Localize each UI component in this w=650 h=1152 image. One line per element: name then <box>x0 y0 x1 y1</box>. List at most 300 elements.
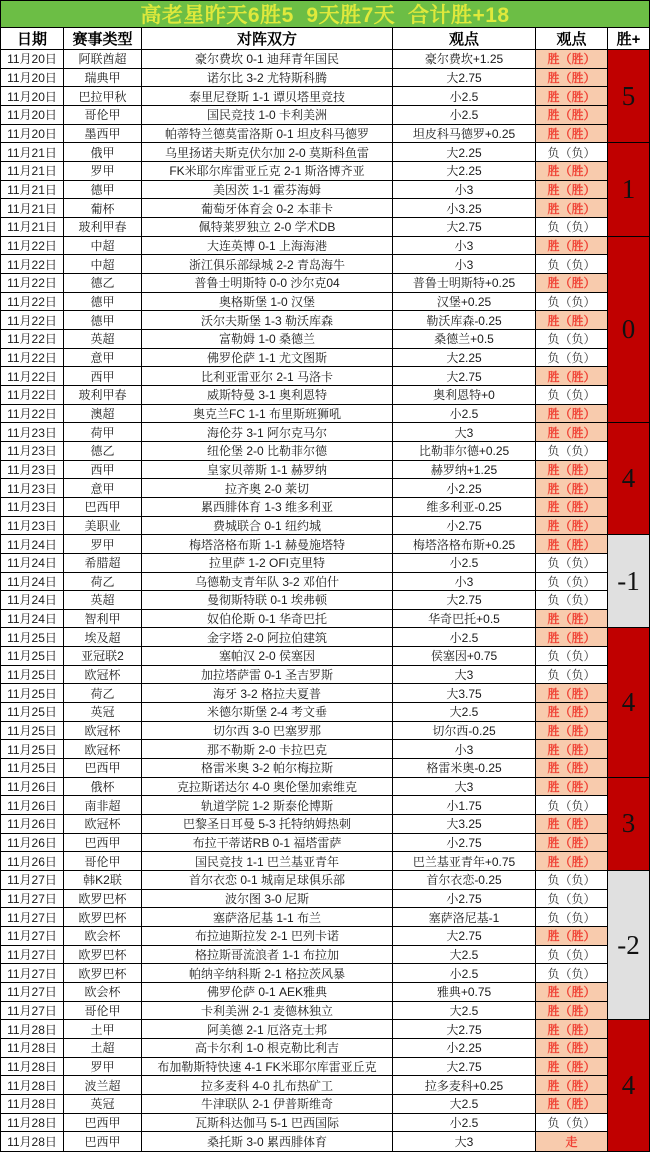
table-row <box>1 964 649 983</box>
league-cell: 德甲 <box>64 181 142 199</box>
result-cell: 负（负） <box>536 573 607 591</box>
date-cell: 11月23日 <box>1 461 64 479</box>
match-cell: 卡利美洲 2-1 麦德林独立 <box>142 1002 393 1020</box>
table-row <box>1 796 649 815</box>
league-cell: 阿联酋超 <box>64 50 142 68</box>
league-cell: 俄甲 <box>64 143 142 161</box>
table-row <box>1 610 649 629</box>
win-plus-value: 4 <box>608 423 649 535</box>
date-cell: 11月23日 <box>1 442 64 460</box>
result-cell: 负（负） <box>536 143 607 161</box>
date-cell: 11月28日 <box>1 1095 64 1113</box>
view-cell: 勒沃库森-0.25 <box>393 311 536 329</box>
result-cell: 胜（胜） <box>536 815 607 833</box>
table-row <box>1 1020 649 1039</box>
league-cell: 德乙 <box>64 274 142 292</box>
date-cell: 11月20日 <box>1 125 64 143</box>
view-cell: 小3.25 <box>393 199 536 217</box>
match-cell: 巴黎圣日耳曼 5-3 托特纳姆热刺 <box>142 815 393 833</box>
match-cell: 威斯特曼 3-1 奥利恩特 <box>142 386 393 404</box>
date-cell: 11月23日 <box>1 517 64 535</box>
view-cell: 侯塞因+0.75 <box>393 647 536 665</box>
date-cell: 11月25日 <box>1 628 64 646</box>
result-cell: 胜（胜） <box>536 1058 607 1076</box>
date-cell: 11月24日 <box>1 573 64 591</box>
table-row <box>1 890 649 909</box>
header-outcome: 观点 <box>556 31 587 48</box>
table-row <box>1 759 649 778</box>
date-cell: 11月24日 <box>1 554 64 572</box>
view-cell: 小1.75 <box>393 796 536 814</box>
result-cell: 胜（胜） <box>536 181 607 199</box>
win-plus-groups <box>608 50 649 1151</box>
date-cell: 11月25日 <box>1 647 64 665</box>
table-row <box>1 927 649 946</box>
date-cell: 11月25日 <box>1 666 64 684</box>
result-cell: 胜（胜） <box>536 69 607 87</box>
league-cell: 巴西甲 <box>64 834 142 852</box>
match-cell: 国民竞技 1-0 卡利美洲 <box>142 106 393 124</box>
result-cell: 胜（胜） <box>536 517 607 535</box>
view-cell: 巴兰基亚青年+0.75 <box>393 852 536 870</box>
result-cell: 胜（胜） <box>536 498 607 516</box>
result-cell: 负（负） <box>536 442 607 460</box>
result-cell: 胜（胜） <box>536 274 607 292</box>
table-row <box>1 181 649 200</box>
date-cell: 11月27日 <box>1 890 64 908</box>
table-row <box>1 461 649 480</box>
date-cell: 11月22日 <box>1 255 64 273</box>
win-plus-value: -1 <box>608 535 649 628</box>
league-cell: 欧冠杯 <box>64 815 142 833</box>
league-cell: 南非超 <box>64 796 142 814</box>
table-row <box>1 908 649 927</box>
view-cell: 大3.75 <box>393 684 536 702</box>
view-cell: 塞萨洛尼基-1 <box>393 908 536 926</box>
date-cell: 11月22日 <box>1 311 64 329</box>
result-cell: 胜（胜） <box>536 199 607 217</box>
date-cell: 11月27日 <box>1 927 64 945</box>
date-cell: 11月20日 <box>1 50 64 68</box>
match-cell: 大连英博 0-1 上海海港 <box>142 237 393 255</box>
date-cell: 11月21日 <box>1 218 64 236</box>
league-cell: 哥伦甲 <box>64 106 142 124</box>
view-cell: 大3.25 <box>393 815 536 833</box>
table-row <box>1 1114 649 1133</box>
table-row <box>1 1058 649 1077</box>
league-cell: 俄杯 <box>64 778 142 796</box>
view-cell: 小2.25 <box>393 1039 536 1057</box>
match-cell: 豪尔费坎 0-1 迪拜青年国民 <box>142 50 393 68</box>
view-cell: 华奇巴托+0.5 <box>393 610 536 628</box>
view-cell: 豪尔费坎+1.25 <box>393 50 536 68</box>
table-row <box>1 274 649 293</box>
date-cell: 11月20日 <box>1 87 64 105</box>
match-cell: 拉齐奥 2-0 莱切 <box>142 479 393 497</box>
view-cell: 坦皮科马德罗+0.25 <box>393 125 536 143</box>
view-cell: 桑德兰+0.5 <box>393 330 536 348</box>
match-cell: 拉多麦科 4-0 扎布热矿工 <box>142 1076 393 1094</box>
table-row <box>1 405 649 424</box>
result-cell: 胜（胜） <box>536 87 607 105</box>
table-row <box>1 647 649 666</box>
view-cell: 小3 <box>393 740 536 758</box>
table-row <box>1 517 649 536</box>
result-cell: 负（负） <box>536 796 607 814</box>
match-cell: 桑托斯 3-0 累西腓体育 <box>142 1132 393 1151</box>
view-cell: 大2.25 <box>393 349 536 367</box>
match-cell: 波尔图 3-0 尼斯 <box>142 890 393 908</box>
league-cell: 欧罗巴杯 <box>64 946 142 964</box>
result-cell: 负（负） <box>536 946 607 964</box>
result-cell: 胜（胜） <box>536 684 607 702</box>
view-cell: 小3 <box>393 573 536 591</box>
league-cell: 美职业 <box>64 517 142 535</box>
view-cell: 雅典+0.75 <box>393 983 536 1001</box>
result-cell: 负（负） <box>536 591 607 609</box>
match-cell: 奴伯伦斯 0-1 华奇巴托 <box>142 610 393 628</box>
view-cell: 大2.75 <box>393 69 536 87</box>
result-cell: 胜（胜） <box>536 1020 607 1038</box>
match-cell: 塞萨洛尼基 1-1 布兰 <box>142 908 393 926</box>
table-row <box>1 143 649 162</box>
match-cell: 沃尔夫斯堡 1-3 勒沃库森 <box>142 311 393 329</box>
view-cell: 格雷米奥-0.25 <box>393 759 536 777</box>
result-cell: 负（负） <box>536 890 607 908</box>
header-league: 赛事类型 <box>64 28 142 49</box>
date-cell: 11月28日 <box>1 1058 64 1076</box>
date-cell: 11月23日 <box>1 423 64 441</box>
view-cell: 梅塔洛格布斯+0.25 <box>393 535 536 553</box>
view-cell: 赫罗纳+1.25 <box>393 461 536 479</box>
table-row <box>1 852 649 871</box>
result-cell: 胜（胜） <box>536 106 607 124</box>
result-cell: 胜（胜） <box>536 1095 607 1113</box>
date-cell: 11月27日 <box>1 983 64 1001</box>
date-cell: 11月26日 <box>1 815 64 833</box>
result-cell: 胜（胜） <box>536 237 607 255</box>
match-cell: 纽伦堡 2-0 比勒菲尔德 <box>142 442 393 460</box>
date-cell: 11月22日 <box>1 330 64 348</box>
match-cell: 帕纳辛纳科斯 2-1 格拉茨风暴 <box>142 964 393 982</box>
view-cell: 小2.75 <box>393 517 536 535</box>
view-cell: 大2.75 <box>393 218 536 236</box>
date-cell: 11月26日 <box>1 834 64 852</box>
table-row <box>1 255 649 274</box>
date-cell: 11月25日 <box>1 684 64 702</box>
match-cell: 克拉斯诺达尔 4-0 奥伦堡加索维克 <box>142 778 393 796</box>
match-cell: 加拉塔萨雷 0-1 圣吉罗斯 <box>142 666 393 684</box>
view-cell: 大3 <box>393 423 536 441</box>
win-plus-value: 0 <box>608 237 649 424</box>
match-cell: 梅塔洛格布斯 1-1 赫曼施塔特 <box>142 535 393 553</box>
league-cell: 亚冠联2 <box>64 647 142 665</box>
match-cell: 牛津联队 2-1 伊普斯维奇 <box>142 1095 393 1113</box>
view-cell: 小2.5 <box>393 106 536 124</box>
league-cell: 欧罗巴杯 <box>64 890 142 908</box>
result-cell: 负（负） <box>536 218 607 236</box>
view-cell: 大2.75 <box>393 1020 536 1038</box>
table-row <box>1 703 649 722</box>
match-cell: 国民竞技 1-1 巴兰基亚青年 <box>142 852 393 870</box>
header-win-plus: 胜+ <box>608 28 649 50</box>
date-cell: 11月27日 <box>1 946 64 964</box>
result-cell: 负（负） <box>536 386 607 404</box>
summary-banner: 高老星昨天6胜5 9天胜7天 合计胜+18 <box>1 1 649 28</box>
match-cell: 乌里扬诺夫斯克伏尔加 2-0 莫斯科鱼雷 <box>142 143 393 161</box>
table-row <box>1 349 649 368</box>
league-cell: 巴西甲 <box>64 1132 142 1151</box>
date-cell: 11月22日 <box>1 237 64 255</box>
date-cell: 11月23日 <box>1 498 64 516</box>
date-cell: 11月22日 <box>1 274 64 292</box>
view-cell: 大2.5 <box>393 1002 536 1020</box>
win-plus-value: 4 <box>608 1020 649 1151</box>
table-row <box>1 946 649 965</box>
date-cell: 11月20日 <box>1 106 64 124</box>
view-cell: 切尔西-0.25 <box>393 722 536 740</box>
date-cell: 11月26日 <box>1 796 64 814</box>
result-cell: 胜（胜） <box>536 367 607 385</box>
table-row <box>1 684 649 703</box>
league-cell: 智利甲 <box>64 610 142 628</box>
league-cell: 罗甲 <box>64 1058 142 1076</box>
result-cell: 胜（胜） <box>536 927 607 945</box>
date-cell: 11月28日 <box>1 1132 64 1151</box>
date-cell: 11月27日 <box>1 1002 64 1020</box>
table-row <box>1 1132 649 1151</box>
table-row <box>1 162 649 181</box>
date-cell: 11月22日 <box>1 405 64 423</box>
win-plus-value: 3 <box>608 778 649 871</box>
match-cell: 皇家贝蒂斯 1-1 赫罗纳 <box>142 461 393 479</box>
match-cell: 阿美德 2-1 厄洛克士邦 <box>142 1020 393 1038</box>
date-cell: 11月23日 <box>1 479 64 497</box>
table-row <box>1 386 649 405</box>
date-cell: 11月25日 <box>1 722 64 740</box>
result-cell: 胜（胜） <box>536 834 607 852</box>
result-cell: 负（负） <box>536 330 607 348</box>
view-cell: 维多利亚-0.25 <box>393 498 536 516</box>
table-row <box>1 106 649 125</box>
view-cell: 大2.75 <box>393 367 536 385</box>
result-cell: 负（负） <box>536 349 607 367</box>
date-cell: 11月21日 <box>1 199 64 217</box>
table-row <box>1 535 649 554</box>
result-cell: 胜（胜） <box>536 1039 607 1057</box>
table-row <box>1 423 649 442</box>
view-cell: 大2.5 <box>393 1095 536 1113</box>
league-cell: 荷乙 <box>64 684 142 702</box>
league-cell: 西甲 <box>64 461 142 479</box>
date-cell: 11月21日 <box>1 162 64 180</box>
date-cell: 11月24日 <box>1 591 64 609</box>
league-cell: 欧会杯 <box>64 983 142 1001</box>
result-cell: 胜（胜） <box>536 628 607 646</box>
match-cell: 普鲁士明斯特 0-0 沙尔克04 <box>142 274 393 292</box>
table-row <box>1 722 649 741</box>
view-cell: 大2.75 <box>393 591 536 609</box>
league-cell: 西甲 <box>64 367 142 385</box>
league-cell: 欧冠杯 <box>64 666 142 684</box>
view-cell: 小3 <box>393 181 536 199</box>
league-cell: 意甲 <box>64 479 142 497</box>
match-cell: 高卡尔利 1-0 根克勒比利吉 <box>142 1039 393 1057</box>
table-row <box>1 573 649 592</box>
match-cell: 费城联合 0-1 纽约城 <box>142 517 393 535</box>
header-matchup: 对阵双方 <box>142 28 393 49</box>
result-cell: 胜（胜） <box>536 311 607 329</box>
view-cell: 奥利恩特+0 <box>393 386 536 404</box>
date-cell: 11月21日 <box>1 181 64 199</box>
table-row <box>1 666 649 685</box>
view-cell: 汉堡+0.25 <box>393 293 536 311</box>
header-view: 观点 <box>393 28 536 49</box>
view-cell: 小2.5 <box>393 405 536 423</box>
view-cell: 大3 <box>393 666 536 684</box>
table-row <box>1 834 649 853</box>
league-cell: 英超 <box>64 591 142 609</box>
match-cell: 佛罗伦萨 0-1 AEK雅典 <box>142 983 393 1001</box>
result-cell: 胜（胜） <box>536 759 607 777</box>
league-cell: 韩K2联 <box>64 871 142 889</box>
league-cell: 荷甲 <box>64 423 142 441</box>
date-cell: 11月24日 <box>1 535 64 553</box>
match-cell: 泰里尼登斯 1-1 谭贝塔里竞技 <box>142 87 393 105</box>
table-header-row <box>1 28 649 50</box>
result-cell: 负（负） <box>536 1114 607 1132</box>
league-cell: 土甲 <box>64 1020 142 1038</box>
league-cell: 巴西甲 <box>64 759 142 777</box>
table-row <box>1 125 649 144</box>
date-cell: 11月24日 <box>1 610 64 628</box>
match-cell: 拉里萨 1-2 OFI克里特 <box>142 554 393 572</box>
result-cell: 胜（胜） <box>536 610 607 628</box>
match-cell: 奥克兰FC 1-1 布里斯班狮吼 <box>142 405 393 423</box>
league-cell: 英冠 <box>64 1095 142 1113</box>
league-cell: 土超 <box>64 1039 142 1057</box>
match-cell: 葡萄牙体育会 0-2 本菲卡 <box>142 199 393 217</box>
result-cell: 胜（胜） <box>536 722 607 740</box>
match-cell: 富勒姆 1-0 桑德兰 <box>142 330 393 348</box>
view-cell: 小3 <box>393 255 536 273</box>
table-row <box>1 50 649 69</box>
view-cell: 大2.75 <box>393 1058 536 1076</box>
date-cell: 11月28日 <box>1 1076 64 1094</box>
table-row <box>1 871 649 890</box>
match-cell: 乌德勒支青年队 3-2 邓伯什 <box>142 573 393 591</box>
result-cell: 胜（胜） <box>536 852 607 870</box>
league-cell: 罗甲 <box>64 162 142 180</box>
win-plus-value: 1 <box>608 143 649 236</box>
date-cell: 11月21日 <box>1 143 64 161</box>
view-cell: 拉多麦科+0.25 <box>393 1076 536 1094</box>
match-cell: 布拉干蒂诺RB 0-1 福塔雷萨 <box>142 834 393 852</box>
table-body <box>1 50 649 1151</box>
date-cell: 11月27日 <box>1 871 64 889</box>
date-cell: 11月22日 <box>1 367 64 385</box>
match-cell: 米德尔斯堡 2-4 考文垂 <box>142 703 393 721</box>
header-date: 日期 <box>1 28 64 49</box>
table-row <box>1 442 649 461</box>
match-cell: 塞帕汉 2-0 侯塞因 <box>142 647 393 665</box>
view-cell: 大2.25 <box>393 143 536 161</box>
table-row <box>1 554 649 573</box>
league-cell: 欧罗巴杯 <box>64 964 142 982</box>
table-row <box>1 293 649 312</box>
league-cell: 巴拉甲秋 <box>64 87 142 105</box>
view-cell: 小2.75 <box>393 834 536 852</box>
table-row <box>1 367 649 386</box>
date-cell: 11月28日 <box>1 1114 64 1132</box>
win-plus-column <box>607 28 649 1151</box>
view-cell: 小2.5 <box>393 87 536 105</box>
league-cell: 波兰超 <box>64 1076 142 1094</box>
result-cell: 胜（胜） <box>536 1076 607 1094</box>
match-cell: 轨道学院 1-2 斯泰伦博斯 <box>142 796 393 814</box>
table-row <box>1 628 649 647</box>
table-row <box>1 87 649 106</box>
table-row <box>1 1076 649 1095</box>
result-cell: 走 <box>536 1132 607 1151</box>
view-cell: 小2.25 <box>393 479 536 497</box>
league-cell: 欧冠杯 <box>64 722 142 740</box>
table-row <box>1 815 649 834</box>
match-cell: 那不勒斯 2-0 卡拉巴克 <box>142 740 393 758</box>
date-cell: 11月25日 <box>1 703 64 721</box>
date-cell: 11月27日 <box>1 908 64 926</box>
view-cell: 大2.5 <box>393 703 536 721</box>
league-cell: 意甲 <box>64 349 142 367</box>
match-cell: 格拉斯哥流浪者 1-1 布拉加 <box>142 946 393 964</box>
match-cell: 布拉迪斯拉发 2-1 巴列卡诺 <box>142 927 393 945</box>
result-cell: 胜（胜） <box>536 778 607 796</box>
view-cell: 小2.5 <box>393 554 536 572</box>
result-cell: 胜（胜） <box>536 703 607 721</box>
match-cell: 格雷米奥 3-2 帕尔梅拉斯 <box>142 759 393 777</box>
table-row <box>1 311 649 330</box>
table-row <box>1 330 649 349</box>
result-cell: 胜（胜） <box>536 405 607 423</box>
view-cell: 小2.5 <box>393 628 536 646</box>
league-cell: 罗甲 <box>64 535 142 553</box>
league-cell: 玻利甲春 <box>64 218 142 236</box>
result-cell: 胜（胜） <box>536 423 607 441</box>
date-cell: 11月25日 <box>1 740 64 758</box>
table-row <box>1 237 649 256</box>
match-cell: 美因茨 1-1 霍芬海姆 <box>142 181 393 199</box>
league-cell: 中超 <box>64 237 142 255</box>
league-cell: 瑞典甲 <box>64 69 142 87</box>
win-plus-value: 5 <box>608 50 649 143</box>
view-cell: 大2.5 <box>393 946 536 964</box>
view-cell: 大2.25 <box>393 162 536 180</box>
view-cell: 首尔衣恋-0.25 <box>393 871 536 889</box>
match-cell: 曼彻斯特联 0-1 埃弗顿 <box>142 591 393 609</box>
view-cell: 比勒菲尔德+0.25 <box>393 442 536 460</box>
match-cell: 金字塔 2-0 阿拉伯建筑 <box>142 628 393 646</box>
date-cell: 11月26日 <box>1 852 64 870</box>
league-cell: 玻利甲春 <box>64 386 142 404</box>
table-row <box>1 69 649 88</box>
view-cell: 小2.75 <box>393 890 536 908</box>
view-cell: 小2.5 <box>393 1114 536 1132</box>
table-row <box>1 778 649 797</box>
league-cell: 埃及超 <box>64 628 142 646</box>
league-cell: 中超 <box>64 255 142 273</box>
league-cell: 巴西甲 <box>64 498 142 516</box>
match-cell: 布加勒斯特快速 4-1 FK米耶尔库雷亚丘克 <box>142 1058 393 1076</box>
